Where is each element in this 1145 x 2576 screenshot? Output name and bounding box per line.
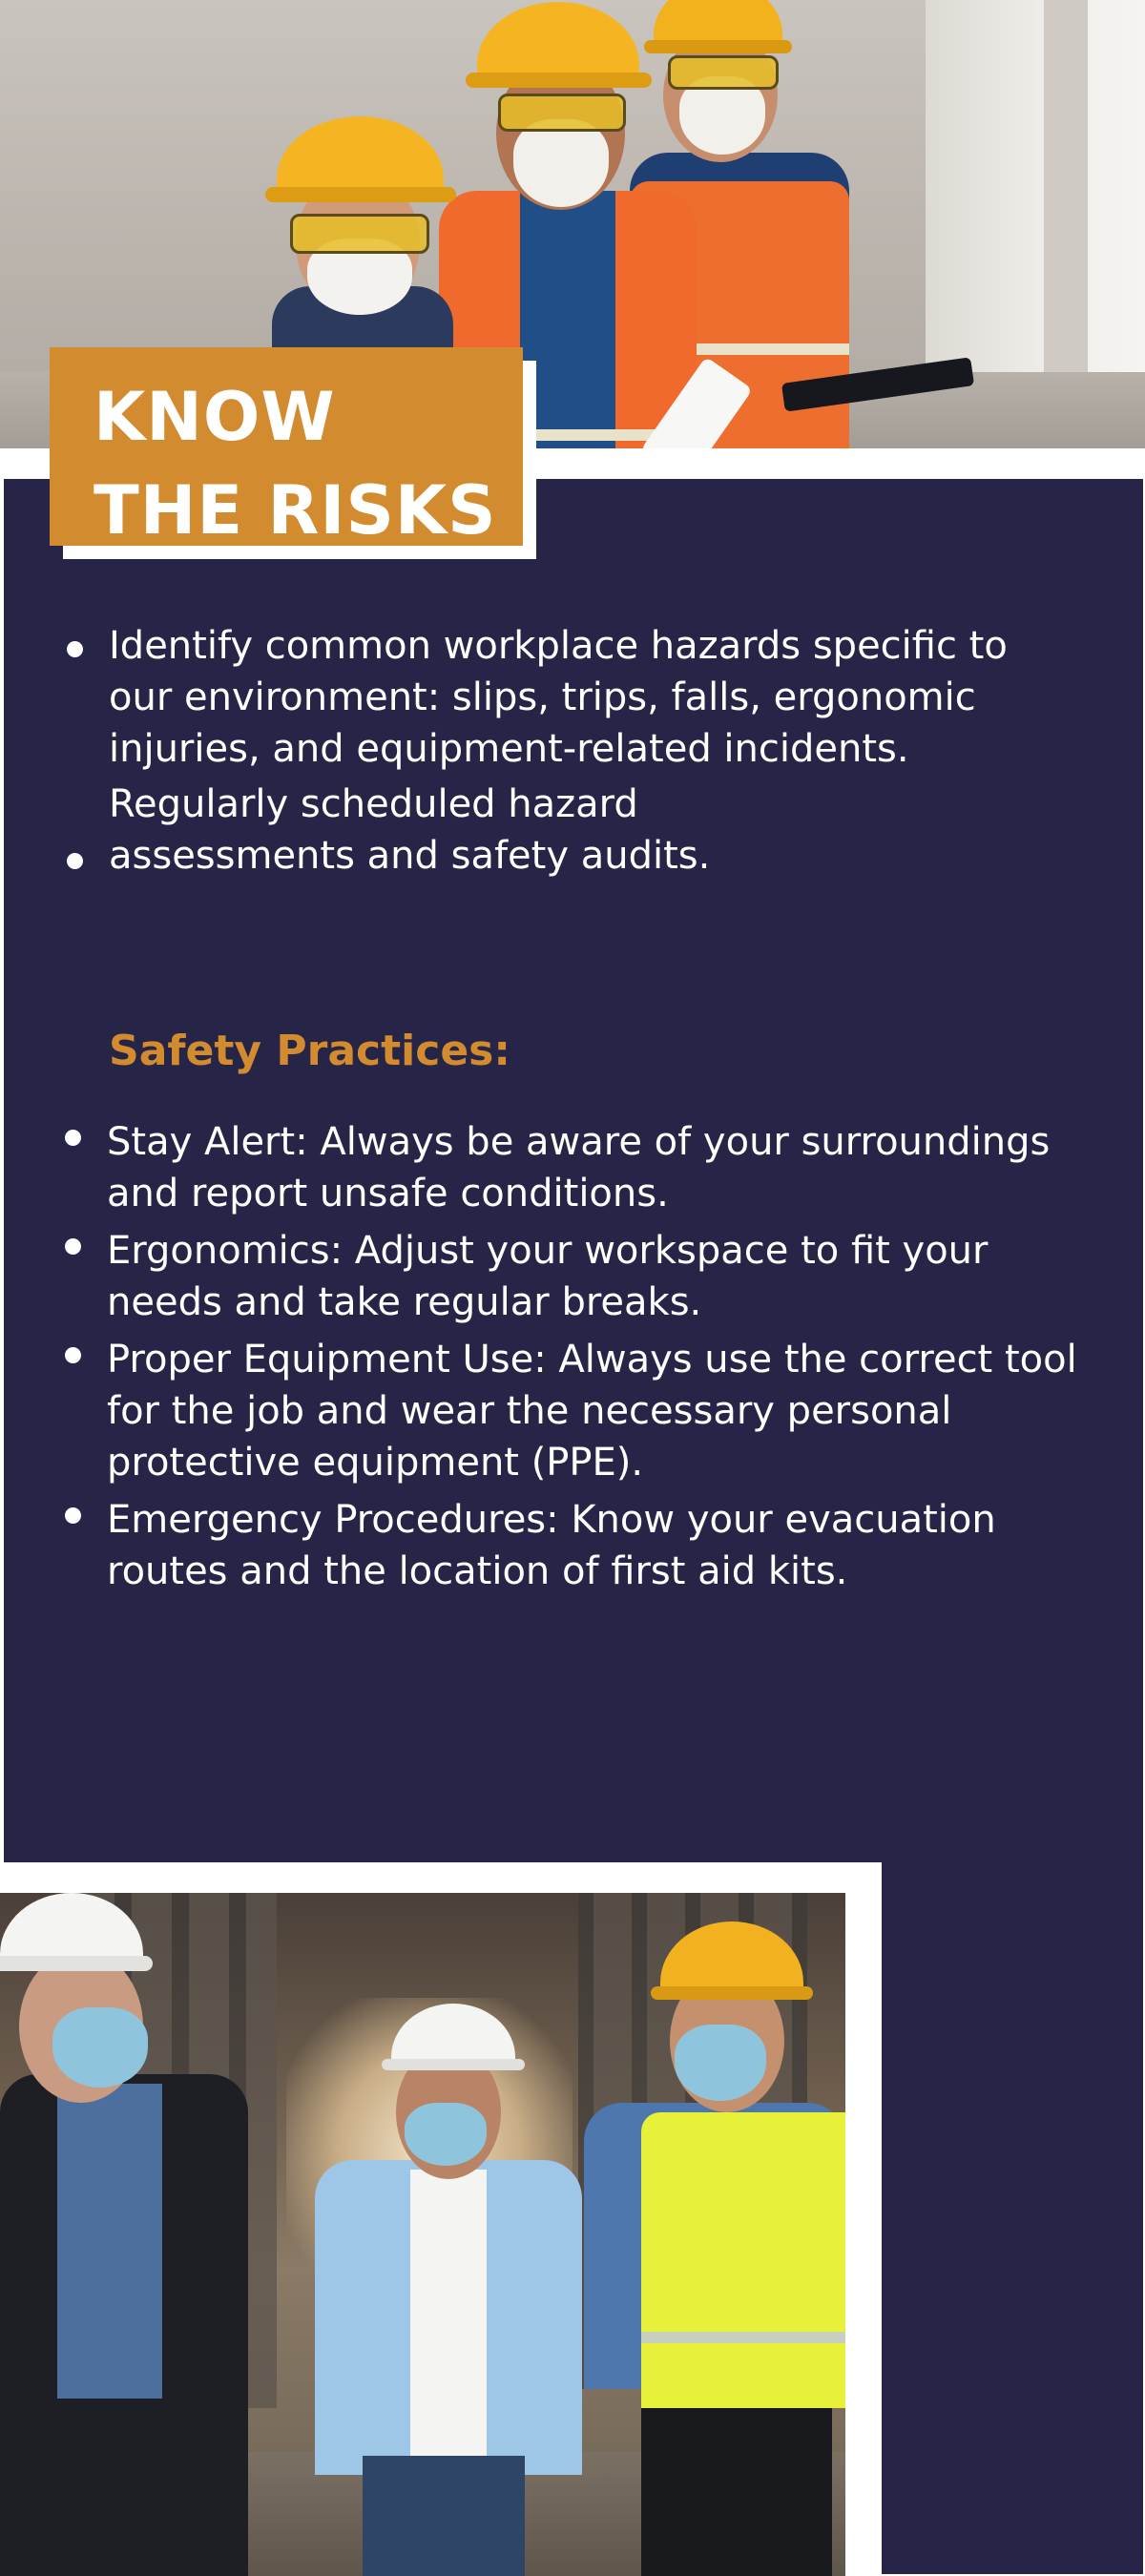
practice-item [107,1116,1090,1219]
practice-item [107,1225,1090,1328]
practice-item-text: Stay Alert: Always be aware of your surroundings and report unsafe conditions. [107,1120,1051,1215]
practice-item [107,1334,1090,1488]
practices-list [107,1116,1090,1603]
practice-item [107,1494,1090,1597]
bullet-icon [65,1238,81,1255]
bullet-icon [67,853,83,869]
risk-item [109,620,1072,775]
title-line-1: KNOW [94,378,336,456]
practice-item-text: Emergency Procedures: Know your evacuation routes and the location of first aid kits. [107,1498,996,1593]
bullet-icon [65,1507,81,1524]
risks-list [109,620,1072,882]
bullet-icon [67,641,83,657]
worker-middle-woman [305,1998,592,2576]
risk-item [109,779,1072,882]
bullet-icon [65,1130,81,1146]
bullet-icon [65,1347,81,1363]
worker-right-yellow-vest [584,1912,845,2576]
risk-item-text: Regularly scheduled hazard assessments and safety audits. [109,782,711,878]
title-banner [50,347,523,550]
practice-item-text: Proper Equipment Use: Always use the correct tool for the job and wear the necessary personal protective equipment (PPE). [107,1338,1077,1485]
title-line-2: THE RISKS [94,471,497,550]
bottom-photo-warehouse-workers [0,1893,845,2576]
risk-item-text: Identify common workplace hazards specific to our environment: slips, trips, falls, ergonomic injuries, and equipment-related incidents. [109,624,1008,771]
practices-heading: Safety Practices: [109,1027,510,1075]
worker-left-white-hat [0,1893,258,2576]
practice-item-text: Ergonomics: Adjust your workspace to fit your needs and take regular breaks. [107,1229,989,1324]
